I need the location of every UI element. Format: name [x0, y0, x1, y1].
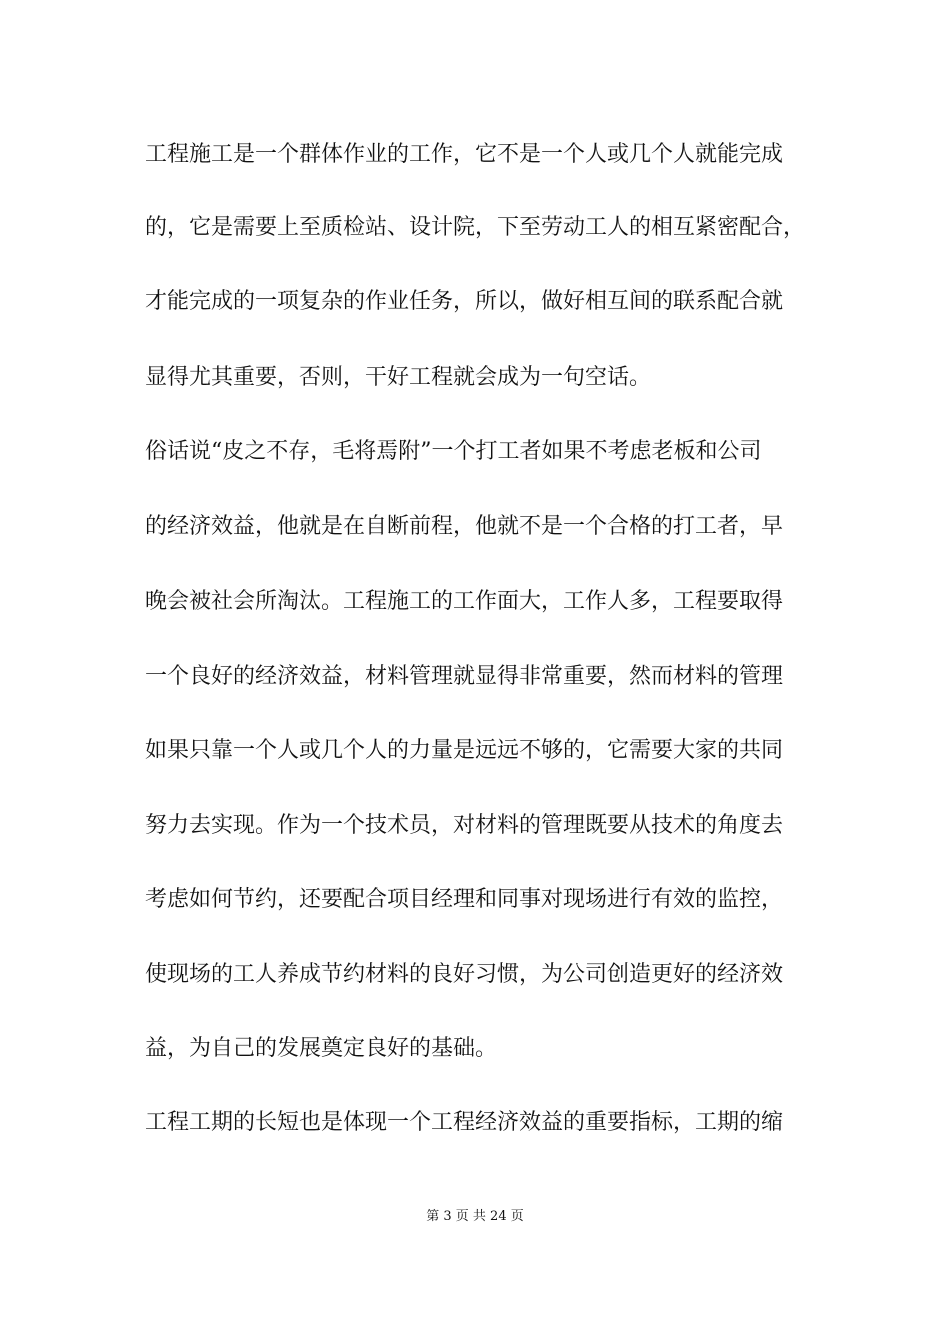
- paragraph-line: 一个良好的经济效益，材料管理就显得非常重要，然而材料的管理: [145, 664, 784, 689]
- paragraph-line: 使现场的工人养成节约材料的良好习惯，为公司创造更好的经济效: [145, 962, 784, 987]
- paragraph-line: 努力去实现。作为一个技术员，对材料的管理既要从技术的角度去: [145, 813, 784, 838]
- paragraph-line: 的经济效益，他就是在自断前程，他就不是一个合格的打工者，早: [145, 514, 784, 539]
- paragraph-line: 工程施工是一个群体作业的工作，它不是一个人或几个人就能完成: [145, 142, 784, 167]
- paragraph-line: 工程工期的长短也是体现一个工程经济效益的重要指标，工期的缩: [145, 1110, 784, 1135]
- paragraph-line: 的，它是需要上至质检站、设计院，下至劳动工人的相互紧密配合，: [145, 215, 806, 240]
- paragraph-line: 益，为自己的发展奠定良好的基础。: [145, 1036, 498, 1061]
- page-number-footer: 第 3 页 共 24 页: [426, 1209, 524, 1224]
- paragraph-line: 显得尤其重要，否则，干好工程就会成为一句空话。: [145, 365, 652, 390]
- paragraph-line: 俗话说“皮之不存，毛将焉附”一个打工者如果不考虑老板和公司: [145, 439, 762, 464]
- paragraph-line: 才能完成的一项复杂的作业任务，所以，做好相互间的联系配合就: [145, 289, 784, 314]
- paragraph-line: 如果只靠一个人或几个人的力量是远远不够的，它需要大家的共同: [145, 738, 784, 763]
- paragraph-line: 考虑如何节约，还要配合项目经理和同事对现场进行有效的监控，: [145, 887, 784, 912]
- paragraph-line: 晚会被社会所淘汰。工程施工的工作面大，工作人多，工程要取得: [145, 589, 784, 614]
